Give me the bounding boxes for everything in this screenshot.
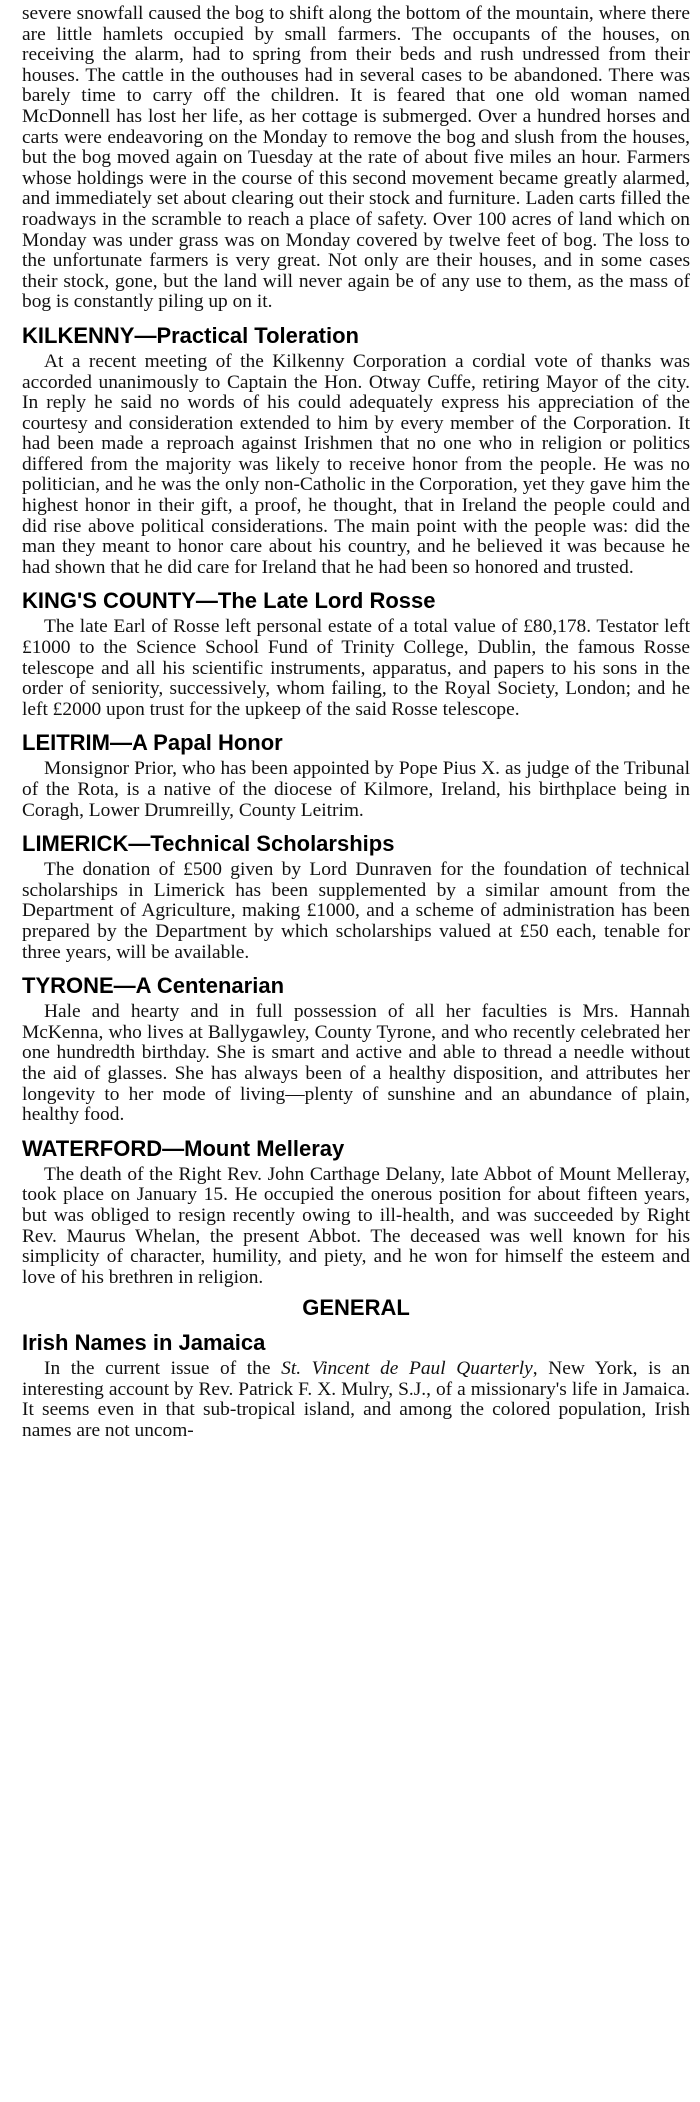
article-heading: KING'S COUNTY—The Late Lord Rosse bbox=[22, 588, 436, 614]
body-start: In the current issue of the bbox=[44, 1358, 282, 1380]
article-limerick bbox=[22, 832, 690, 963]
article-waterford bbox=[22, 1137, 690, 1289]
article-body bbox=[22, 1359, 690, 1441]
article-body: At a recent meeting of the Kilkenny Corporation a cordial vote of thanks was accorded unanimously to Captain the Hon. Otway Cuffe, retiring Mayor of the city. In reply he said no words of his could adequately express his appreciation of the courtesy and consideration extended to him by every member of the Corporation. It had been made a reproach against Irishmen that no one who in religion or politics differed from the majority was likely to receive honor from the people. He was no politician, and he was the only non-Catholic in the Corporation, yet they gave him the highest honor in their gift, a proof, he thought, that in Ireland the people could and did rise above political considerations. The main point with the people was: did the man they meant to honor care about his country, and he believed it was because he had shown that he did care for Ireland that he had been so honored and trusted. bbox=[22, 350, 690, 578]
article-kings-county bbox=[22, 589, 690, 720]
magazine-title: St. Vincent de Paul Quarterly bbox=[281, 1358, 533, 1380]
article-body: Monsignor Prior, who has been appointed by Pope Pius X. as judge of the Tribunal of the Rota, is a native of the diocese of Kilmore, Ireland, his birthplace being in Coragh, Lower Drumreilly, County Leitrim. bbox=[22, 758, 690, 821]
article-body: Hale and hearty and in full possession of all her faculties is Mrs. Hannah McKenna, who lives at Ballygawley, County Tyrone, and who recently celebrated her one hundredth birthday. She is smart and active and able to thread a needle without the aid of glasses. She has always been of a healthy disposition, and attributes her longevity to her mode of living—plenty of sunshine and an abundance of plain, healthy food. bbox=[22, 1001, 690, 1126]
article-heading: LEITRIM—A Papal Honor bbox=[22, 730, 283, 756]
article-body: The late Earl of Rosse left personal estate of a total value of £80,178. Testator left £1000 to the Science School Fund of Trinity College, Dublin, the famous Rosse telescope and all his scientific instruments, apparatus, and papers to his sons in the order of seniority, successively, whom failing, to the Royal Society, London; and he left £2000 upon trust for the upkeep of the said Rosse telescope. bbox=[22, 616, 690, 720]
article-kilkenny bbox=[22, 324, 690, 579]
article-heading: WATERFORD—Mount Melleray bbox=[22, 1135, 345, 1161]
section-general bbox=[22, 1296, 690, 1441]
article-body: The donation of £500 given by Lord Dunraven for the foundation of technical scholarships in Limerick has been supplemented by a similar amount from the Department of Agriculture, making £1000, and a scheme of administration has been prepared by the Department by which scholarships valued at £50 each, tenable for three years, will be available. bbox=[22, 859, 690, 963]
general-heading: GENERAL bbox=[302, 1295, 410, 1321]
intro-paragraph: severe snowfall caused the bog to shift along the bottom of the mountain, where there are little hamlets occupied by small farmers. The occupants of the houses, on receiving the alarm, had to spring from their beds and rush undressed from their houses. The cattle in the outhouses had in several cases to be abandoned. There was barely time to carry off the children. It is feared that one old woman named McDonnell has lost her life, as her cottage is submerged. Over a hundred horses and carts were endeavoring on the Monday to remove the bog and slush from the houses, but the bog moved again on Tuesday at the rate of about five miles an hour. Farmers whose holdings were in the course of this second movement became greatly alarmed, and immediately set about clearing out their stock and furniture. Laden carts filled the roadways in the scramble to reach a place of safety. Over 100 acres of land which on Monday was under grass was on Monday covered by twelve feet of bog. The loss to the unfortunate farmers is very great. Not only are their houses, and in some cases their stock, gone, but the land will never again be of any use to them, as the mass of bog is constantly piling up on it. bbox=[22, 3, 690, 313]
article-leitrim bbox=[22, 731, 690, 821]
article-heading: LIMERICK—Technical Scholarships bbox=[22, 831, 395, 857]
article-body: The death of the Right Rev. John Carthage Delany, late Abbot of Mount Melleray, took place on January 15. He occupied the onerous position for about fifteen years, but was obliged to resign recently owing to ill-health, and was succeeded by Right Rev. Maurus Whelan, the present Abbot. The deceased was well known for his simplicity of character, humility, and piety, and he won for himself the esteem and love of his brethren in religion. bbox=[22, 1163, 690, 1288]
body-end: , New York, is an interesting account by Rev. Patrick F. X. Mulry, S.J., of a missionary's life in Jamaica. It seems even in that sub-tropical island, and among the colored population, Irish names are not uncom- bbox=[22, 1358, 690, 1442]
article-heading: TYRONE—A Centenarian bbox=[22, 973, 285, 999]
article-heading: KILKENNY—Practical Toleration bbox=[22, 322, 359, 348]
article-tyrone bbox=[22, 974, 690, 1126]
article-heading: Irish Names in Jamaica bbox=[22, 1330, 266, 1356]
